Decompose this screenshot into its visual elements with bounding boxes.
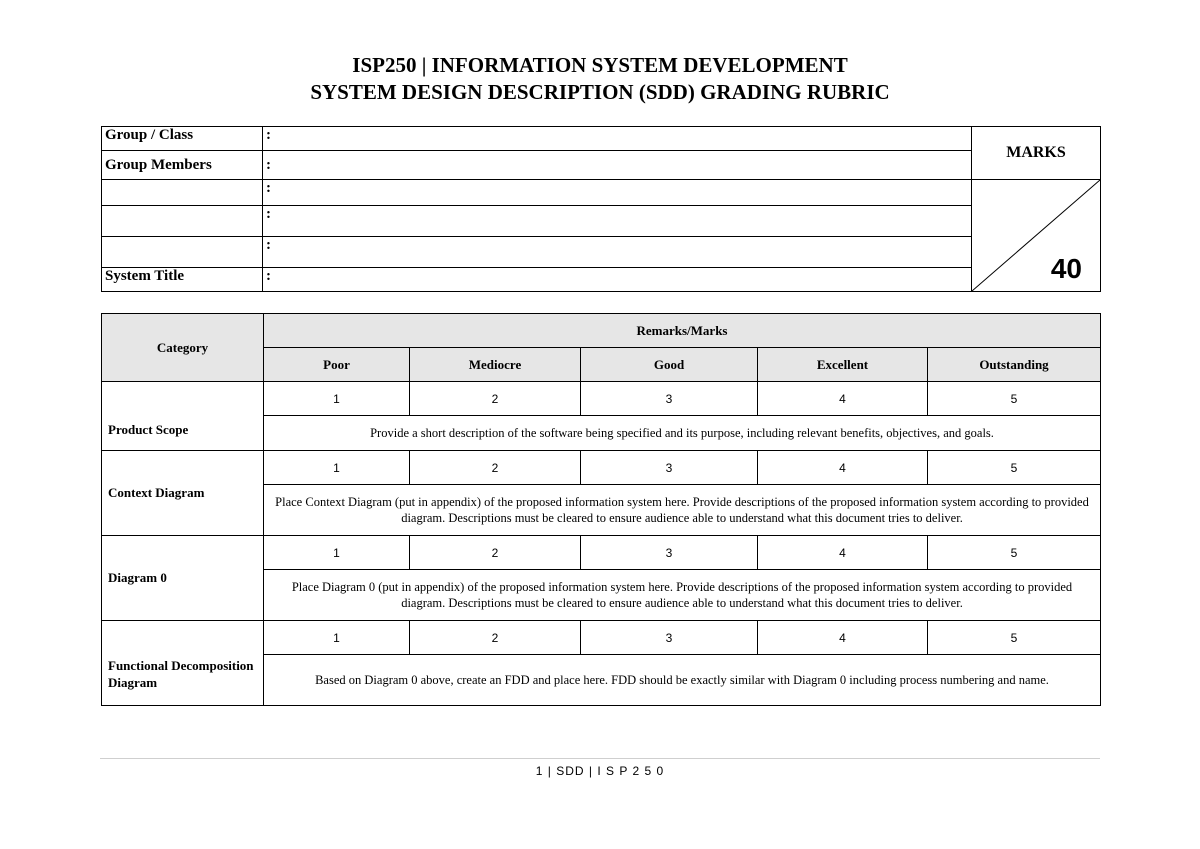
- score-option[interactable]: 3: [581, 536, 758, 570]
- level-header: Excellent: [758, 348, 928, 382]
- group-member-label-blank-3: [102, 206, 263, 237]
- score-option[interactable]: 2: [410, 536, 581, 570]
- score-option[interactable]: 4: [758, 451, 928, 485]
- category-product-scope: Product Scope: [102, 382, 264, 451]
- category-functional-decomposition: Functional Decomposition Diagram: [102, 621, 264, 706]
- document-title-line-2: SYSTEM DESIGN DESCRIPTION (SDD) GRADING RUBRIC: [310, 80, 890, 104]
- score-option[interactable]: 3: [581, 621, 758, 655]
- description-context-diagram: Place Context Diagram (put in appendix) of the proposed information system here. Provide descriptions of the proposed information system according to provided diagram. Descriptions must be cleared to ensure audience able to understand what this document tries to deliver.: [264, 485, 1101, 536]
- group-member-field-3[interactable]: :: [263, 206, 972, 237]
- total-marks-value: 40: [1050, 253, 1082, 284]
- system-title-field[interactable]: :: [263, 268, 972, 292]
- score-option[interactable]: 3: [581, 382, 758, 416]
- score-option[interactable]: 1: [264, 536, 410, 570]
- group-member-field-1[interactable]: :: [263, 151, 972, 180]
- level-header: Mediocre: [410, 348, 581, 382]
- score-option[interactable]: 2: [410, 451, 581, 485]
- score-option[interactable]: 5: [928, 451, 1101, 485]
- group-members-label: Group Members: [102, 151, 263, 180]
- group-member-label-blank-2: [102, 180, 263, 206]
- marks-header: MARKS: [972, 127, 1101, 180]
- description-product-scope: Provide a short description of the software being specified and its purpose, including relevant benefits, objectives, and goals.: [264, 416, 1101, 451]
- group-class-field[interactable]: :: [263, 127, 972, 151]
- level-header: Outstanding: [928, 348, 1101, 382]
- category-diagram-0: Diagram 0: [102, 536, 264, 621]
- score-option[interactable]: 5: [928, 382, 1101, 416]
- group-class-label: Group / Class: [102, 127, 263, 151]
- category-header: Category: [102, 314, 264, 382]
- footer-divider: [100, 758, 1100, 759]
- group-member-field-4[interactable]: :: [263, 237, 972, 268]
- score-option[interactable]: 1: [264, 451, 410, 485]
- score-option[interactable]: 3: [581, 451, 758, 485]
- description-functional-decomposition: Based on Diagram 0 above, create an FDD and place here. FDD should be exactly similar with Diagram 0 including process numbering and name.: [264, 655, 1101, 706]
- group-member-label-blank-4: [102, 237, 263, 268]
- total-marks-cell: [972, 180, 1101, 292]
- description-diagram-0: Place Diagram 0 (put in appendix) of the proposed information system here. Provide descriptions of the proposed information system according to provided diagram. Descriptions must be cleared to ensure audience able to understand what this document tries to deliver.: [264, 570, 1101, 621]
- group-member-field-2[interactable]: :: [263, 180, 972, 206]
- remarks-marks-header: Remarks/Marks: [264, 314, 1101, 348]
- score-option[interactable]: 2: [410, 382, 581, 416]
- level-header: Good: [581, 348, 758, 382]
- group-info-table: [101, 126, 1101, 292]
- document-title-line-1: ISP250 | INFORMATION SYSTEM DEVELOPMENT: [352, 53, 848, 77]
- score-option[interactable]: 2: [410, 621, 581, 655]
- level-header: Poor: [264, 348, 410, 382]
- score-option[interactable]: 4: [758, 621, 928, 655]
- page-footer: 1 | SDD | I S P 2 5 0: [535, 764, 665, 778]
- score-option[interactable]: 4: [758, 382, 928, 416]
- grading-rubric-table: [101, 313, 1101, 706]
- system-title-label: System Title: [102, 268, 263, 292]
- score-option[interactable]: 5: [928, 536, 1101, 570]
- score-option[interactable]: 4: [758, 536, 928, 570]
- score-option[interactable]: 5: [928, 621, 1101, 655]
- score-option[interactable]: 1: [264, 382, 410, 416]
- category-context-diagram: Context Diagram: [102, 451, 264, 536]
- score-option[interactable]: 1: [264, 621, 410, 655]
